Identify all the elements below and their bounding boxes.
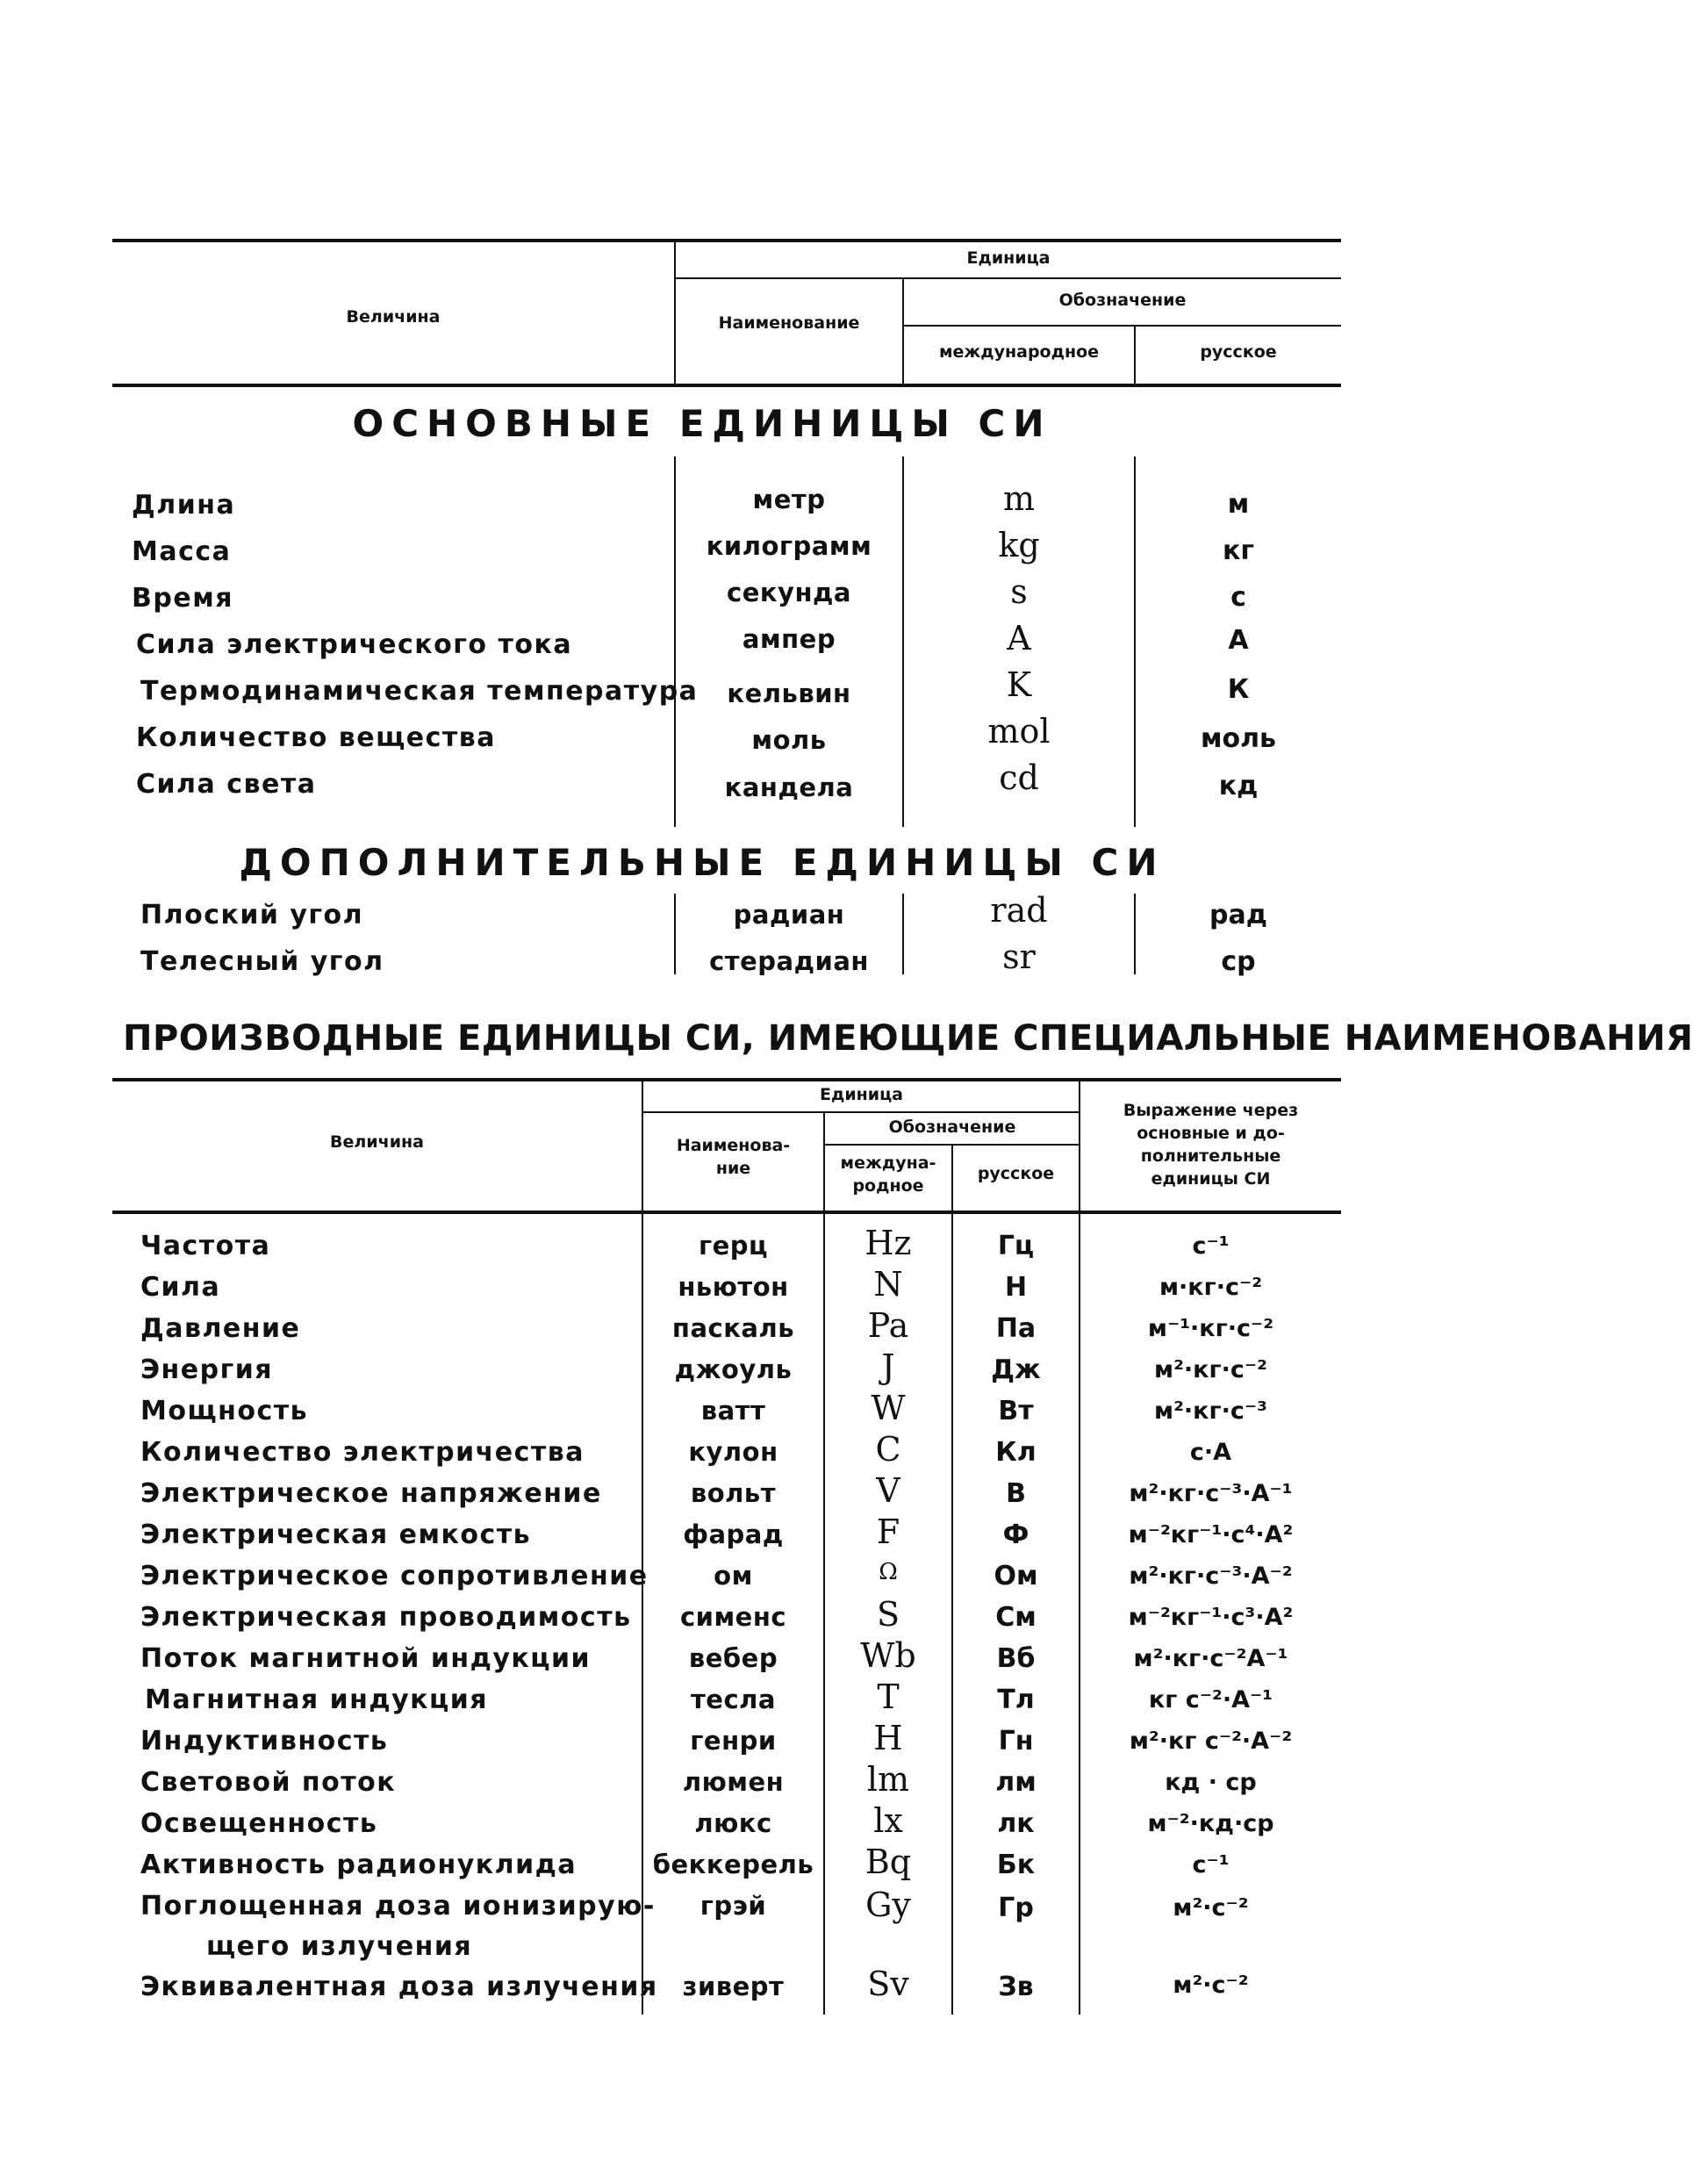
header-expr-line2: основные и до- [1137,1124,1285,1143]
ru-symbol-cell: Ф [1002,1519,1029,1550]
header-symbol: Обозначение [888,1117,1016,1137]
header-russian: русское [977,1164,1055,1183]
ru-symbol-cell: Н [1004,1272,1028,1303]
unit-name-cell: кулон [688,1437,778,1467]
quantity-cell: Сила электрического тока [136,629,573,660]
ru-symbol-cell: ср [1221,946,1256,977]
ru-symbol-cell: м [1227,489,1250,520]
unit-name-cell: вольт [690,1478,777,1508]
expression-cell: м²·с⁻² [1173,1972,1249,1999]
intl-symbol-cell: lm [866,1760,910,1799]
intl-symbol-cell: Pa [867,1306,909,1345]
unit-name-cell: сименс [679,1602,787,1632]
header-quantity: Величина [346,307,441,327]
unit-name-cell: ньютон [678,1272,789,1302]
quantity-cell: Активность радионуклида [140,1850,577,1880]
ru-symbol-cell: Гн [998,1726,1034,1757]
intl-symbol-cell: mol [987,712,1051,751]
quantity-cell-line2: щего излучения [206,1931,473,1962]
unit-name-cell: килограмм [706,531,872,561]
intl-symbol-cell: lx [873,1801,903,1840]
intl-symbol-cell: cd [999,758,1039,797]
header-name-line2: ние [715,1159,751,1178]
unit-name-cell: генри [690,1726,777,1756]
header-intl-line1: междуна- [840,1153,936,1173]
expression-cell: с·А [1189,1439,1232,1466]
quantity-cell: Электрическое сопротивление [140,1561,649,1591]
quantity-cell: Масса [132,536,232,567]
intl-symbol-cell: T [877,1678,900,1716]
unit-name-cell: кандела [724,772,854,802]
unit-name-cell: ом [714,1561,753,1591]
expression-cell: м²·кг с⁻²·А⁻² [1129,1728,1293,1755]
header-unit: Единица [820,1085,903,1104]
quantity-cell: Эквивалентная доза излучения [140,1972,658,2002]
ru-symbol-cell: А [1228,625,1249,656]
header-expr-line4: единицы СИ [1151,1169,1271,1189]
intl-symbol-cell: m [1002,479,1036,518]
header-expr-line1: Выражение через [1123,1101,1299,1120]
unit-name-cell: джоуль [674,1354,793,1384]
unit-name-cell: грэй [699,1891,767,1921]
quantity-cell: Сила света [136,769,317,800]
expression-cell: м⁻²кг⁻¹·с³·А² [1128,1604,1294,1631]
header-quantity: Величина [330,1132,424,1152]
ru-symbol-cell: См [995,1602,1037,1633]
ru-symbol-cell: с [1230,582,1246,613]
ru-symbol-cell: Кл [995,1437,1037,1468]
expression-cell: м²·кг·с⁻³·А⁻² [1129,1563,1293,1590]
intl-symbol-cell: S [876,1595,900,1634]
quantity-cell: Сила [140,1272,221,1303]
expression-cell: м⁻²кг⁻¹·с⁴·А² [1128,1521,1294,1548]
quantity-cell: Количество вещества [136,722,497,753]
ru-symbol-cell: Па [995,1313,1037,1344]
unit-name-cell: беккерель [652,1850,814,1879]
ru-symbol-cell: Вб [996,1643,1036,1674]
intl-symbol-cell: sr [1002,938,1036,976]
ru-symbol-cell: Гц [997,1231,1035,1261]
unit-name-cell: фарад [683,1519,784,1549]
ru-symbol-cell: лк [997,1808,1035,1839]
quantity-cell: Электрическая проводимость [140,1602,632,1633]
rule [112,1211,1341,1214]
unit-name-cell: метр [752,485,826,514]
quantity-cell: Световой поток [140,1767,397,1798]
ru-symbol-cell: Гр [998,1893,1034,1923]
quantity-cell: Количество электричества [140,1437,585,1468]
quantity-cell: Индуктивность [140,1726,389,1757]
rule [112,1078,1341,1081]
quantity-cell: Мощность [140,1396,309,1426]
expression-cell: м²·кг·с⁻³·А⁻¹ [1129,1480,1293,1507]
quantity-cell: Магнитная индукция [145,1685,488,1715]
intl-symbol-cell: V [876,1471,900,1510]
ru-symbol-cell: В [1006,1478,1026,1509]
rule [643,1111,1080,1113]
header-name: Наименование [718,313,860,333]
unit-name-cell: радиан [733,900,845,930]
quantity-cell: Частота [140,1231,271,1261]
rule [676,277,1341,279]
expression-cell: м⁻¹·кг·с⁻² [1147,1315,1274,1342]
expression-cell: м⁻²·кд·ср [1147,1810,1274,1837]
unit-name-cell: зиверт [682,1972,785,2001]
expression-cell: м²·кг·с⁻² [1154,1356,1267,1383]
intl-symbol-cell: Wb [860,1636,916,1675]
intl-symbol-cell: s [1010,572,1028,611]
intl-symbol-cell: kg [998,526,1040,564]
header-intl-line2: родное [852,1176,924,1196]
ru-symbol-cell: Зв [998,1972,1034,2002]
quantity-cell: Электрическая емкость [140,1519,532,1550]
expression-cell: м·кг·с⁻² [1159,1274,1263,1301]
quantity-cell: Поглощенная доза ионизирую- [140,1891,656,1922]
section-title-derived-units: ПРОИЗВОДНЫЕ ЕДИНИЦЫ СИ, ИМЕЮЩИЕ СПЕЦИАЛЬНЫЕ НАИМЕНОВАНИЯ [123,1018,1693,1059]
ru-symbol-cell: Ом [994,1561,1038,1591]
rule [112,239,1341,242]
unit-name-cell: стерадиан [709,946,869,976]
header-symbol: Обозначение [1058,291,1187,310]
expression-cell: м²·кг·с⁻²А⁻¹ [1133,1645,1288,1672]
intl-symbol-cell: N [873,1265,903,1304]
unit-name-cell: ватт [700,1396,766,1426]
ru-symbol-cell: кд [1218,771,1259,801]
rule [112,384,1341,387]
unit-name-cell: ампер [742,624,836,654]
unit-name-cell: кельвин [727,679,851,708]
intl-symbol-cell: Hz [864,1224,912,1262]
ru-symbol-cell: кг [1222,535,1255,566]
expression-cell: кг с⁻²·А⁻¹ [1148,1686,1273,1713]
unit-name-cell: люкс [694,1808,772,1838]
ru-symbol-cell: Дж [991,1354,1041,1385]
section-title-supplementary-units: ДОПОЛНИТЕЛЬНЫЕ ЕДИНИЦЫ СИ [239,841,1166,884]
header-unit: Единица [966,248,1051,268]
header-name-line1: Наименова- [676,1136,791,1155]
quantity-cell: Длина [132,490,236,521]
quantity-cell: Время [132,583,233,614]
intl-symbol-cell: Gy [865,1886,911,1924]
unit-name-cell: вебер [688,1643,778,1673]
intl-symbol-cell: A [1007,619,1031,657]
intl-symbol-cell: H [873,1719,903,1757]
intl-symbol-cell: Bq [864,1843,912,1881]
quantity-cell: Плоский угол [140,900,364,930]
unit-name-cell: люмен [682,1767,785,1797]
intl-symbol-cell: C [875,1430,901,1469]
header-russian: русское [1200,342,1277,362]
unit-name-cell: секунда [727,578,851,607]
quantity-cell: Телесный угол [140,946,384,977]
intl-symbol-cell: Sv [867,1965,909,2003]
intl-symbol-cell: Ω [879,1559,898,1585]
quantity-cell: Поток магнитной индукции [140,1643,592,1674]
intl-symbol-cell: K [1006,665,1032,704]
ru-symbol-cell: рад [1209,900,1267,930]
ru-symbol-cell: К [1227,674,1250,705]
quantity-cell: Энергия [140,1354,274,1385]
intl-symbol-cell: rad [990,891,1048,930]
quantity-cell: Давление [140,1313,301,1344]
ru-symbol-cell: Вт [998,1396,1034,1426]
expression-cell: с⁻¹ [1192,1851,1230,1879]
quantity-cell: Термодинамическая температура [140,676,699,707]
ru-symbol-cell: Тл [997,1685,1035,1715]
intl-symbol-cell: W [871,1389,906,1427]
ru-symbol-cell: Бк [996,1850,1036,1880]
expression-cell: кд · ср [1165,1769,1257,1796]
expression-cell: м²·кг·с⁻³ [1154,1397,1267,1425]
header-expr-line3: полнительные [1140,1146,1281,1166]
rule [904,325,1341,327]
unit-name-cell: тесла [691,1685,776,1714]
unit-name-cell: паскаль [671,1313,795,1343]
unit-name-cell: моль [751,725,827,755]
intl-symbol-cell: J [881,1347,895,1386]
expression-cell: м²·с⁻² [1173,1894,1249,1922]
section-title-base-units: ОСНОВНЫЕ ЕДИНИЦЫ СИ [352,402,1052,445]
header-international: международное [938,342,1100,362]
unit-name-cell: герц [698,1231,769,1261]
quantity-cell: Освещенность [140,1808,378,1839]
ru-symbol-cell: лм [995,1767,1037,1798]
ru-symbol-cell: моль [1200,723,1277,754]
expression-cell: с⁻¹ [1192,1232,1230,1260]
quantity-cell: Электрическое напряжение [140,1478,602,1509]
intl-symbol-cell: F [876,1512,900,1551]
